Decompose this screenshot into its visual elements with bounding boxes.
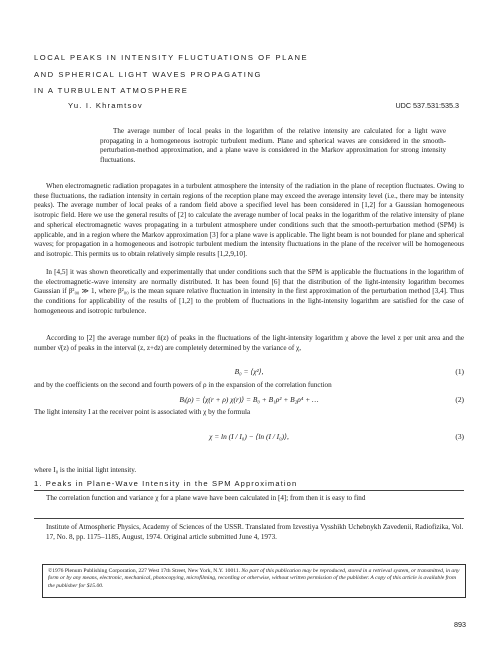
title-line-2: AND SPHERICAL LIGHT WAVES PROPAGATING <box>34 70 262 79</box>
paragraph-3: According to [2] the average number n̄(z) of peaks in the fluctuations of the light-intensity logarithm χ above the level z per unit area and the number ν̄(z) of peaks in the interval (z, z+dz) are completely determined by the variance of χ, <box>34 334 464 352</box>
between-text-2 <box>34 408 464 418</box>
udc-code: UDC 537.531:535.3 <box>395 101 459 110</box>
footnote-rule <box>34 518 464 519</box>
page-number: 893 <box>454 620 466 629</box>
equation-3-number: (3) <box>455 432 464 441</box>
section-rule <box>34 490 464 491</box>
spm-paragraph <box>34 268 464 317</box>
section-heading: 1. Peaks in Plane-Wave Intensity in the SPM Approximation <box>34 479 298 488</box>
copyright-box <box>42 564 466 598</box>
between-text-3 <box>34 466 464 476</box>
equation-1-number: (1) <box>455 367 464 376</box>
section-paragraph <box>34 494 464 504</box>
between-text-3-content: where I₀ is the initial light intensity. <box>34 466 137 474</box>
equation-3-formula: χ = ln (I / I₀) − ⟨ln (I / I₀)⟩, <box>209 432 289 441</box>
paragraph-2: In [4,5] it was shown theoretically and experimentally that under conditions such that the SPM is applicable the fluctuations in the logarithm of the electromagnetic-wave intensity are normally distributed. It has been found [6] that the distribution of the light-intensity logarithm becomes Gaussian if β²₀₀ ≫ 1, where β²₀₀ is the mean square relative fluctuation in intensity in the first approximation of the perturbation method [3,4]. Thus the conditions for applicability of the results of [1,2] to the problem of fluctuations in the light-intensity logarithm are satisfied for the case of homogeneous and isotropic turbulence. <box>34 268 464 315</box>
copyright-lead: ©1976 Plenum Publishing Corporation, 227 West 17th Street, New York, N.Y. 10011. <box>48 568 241 574</box>
author-name: Yu. I. Khramtsov <box>68 101 143 110</box>
equation-2 <box>34 395 464 407</box>
intro-paragraph <box>34 182 464 260</box>
section-paragraph-text: The correlation function and variance χ for a plane wave have been calculated in [4]; from then it is easy to find <box>46 494 366 502</box>
paragraph-1: When electromagnetic radiation propagates in a turbulent atmosphere the intensity of the radiation in the plane of reception fluctuates. Owing to these fluctuations, the radiation intensity in certain regions of the reception plane may exceed the average intensity level (i.e., there may be intensity peaks). The average number of local peaks of a random field above a specified level has been considered in [1,2] for a Gaussian homogeneous isotropic field. Here we use the general results of [2] to calculate the average number of local peaks in the logarithm of the relative intensity of plane and spherical electromagnetic waves propagating in a turbulent atmosphere under conditions such that the smooth-perturbation method (SPM) is applicable, and in a region where the Markov approximation [3] for a plane wave is applicable. The light beam is not bounded for plane and spherical waves; for propagation in a homogeneous and isotropic turbulent medium the intensity fluctuations in the plane of the receiver will be homogeneous and isotropic. This permits us to obtain relatively simple results [1,2,9,10]. <box>34 182 464 258</box>
between-text-2-content: The light intensity I at the receiver point is associated with χ by the formula <box>34 408 251 416</box>
equation-2-number: (2) <box>455 395 464 404</box>
affiliation-footnote: Institute of Atmospheric Physics, Academy of Sciences of the USSR. Translated from Izvestiya Vysshikh Uchebnykh Zavedenii, Radiofizika, Vol. 17, No. 8, pp. 1175–1185, August, 1974. Original article submitted June 4, 1973. <box>46 523 464 541</box>
abstract-text: The average number of local peaks in the logarithm of the relative intensity are calculated for a light wave propagating in a homogeneous isotropic turbulent medium. Plane and spherical waves are considered in the smooth-perturbation-method approximation, and a plane wave is considered in the Markov approximation for strong intensity fluctuations. <box>100 127 446 165</box>
title-line-3: IN A TURBULENT ATMOSPHERE <box>34 86 189 95</box>
equation-1-formula: B₀ = ⟨χ²⟩, <box>234 367 264 376</box>
equation-2-formula: Bᵢ(ρ) = ⟨χ(r + ρ) χ(r)⟩ = B₀ + B₁ρ² + B₂ρ⁴ + … <box>179 395 319 404</box>
abstract <box>100 127 446 166</box>
equation-3 <box>34 428 464 452</box>
between-text-1 <box>34 381 464 391</box>
copyright-rest: No part of this publication may be reproduced, stored in a retrieval system, or transmitted, in any form or by any means, electronic, mechanical, photocopying, microfilming, recording or otherwise, without written permission of the publisher. A copy of this article is available from the publisher for $15.00. <box>48 568 460 589</box>
peaks-paragraph <box>34 334 464 353</box>
title-line-1: LOCAL PEAKS IN INTENSITY FLUCTUATIONS OF PLANE <box>34 53 309 62</box>
between-text-1-content: and by the coefficients on the second and fourth powers of ρ in the expansion of the correlation function <box>34 381 332 389</box>
equation-1 <box>34 367 464 379</box>
